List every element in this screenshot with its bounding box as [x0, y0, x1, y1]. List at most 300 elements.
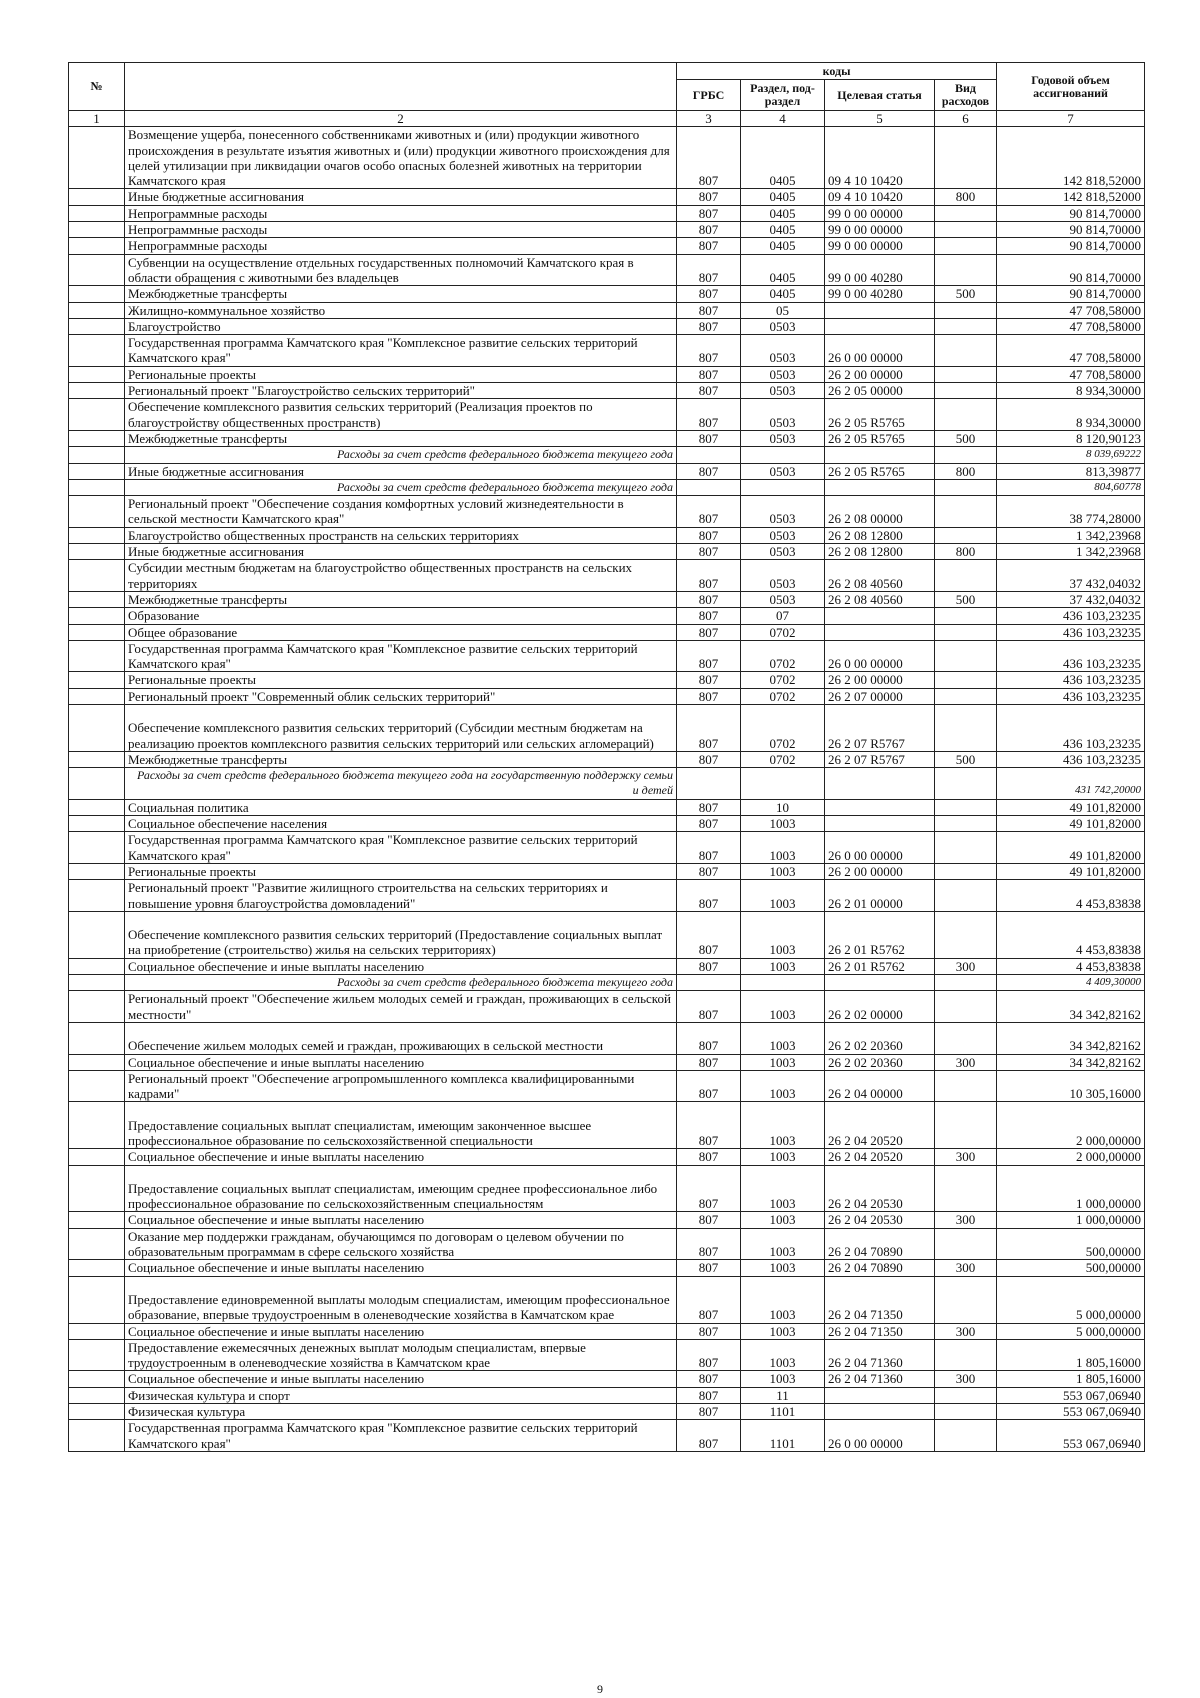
row-vid-cell [935, 608, 997, 624]
row-celevaya-cell: 99 0 00 00000 [825, 238, 935, 254]
row-celevaya-cell: 99 0 00 40280 [825, 254, 935, 286]
table-row [69, 640, 1145, 672]
row-number-cell [69, 672, 125, 688]
row-celevaya-cell: 26 2 05 00000 [825, 383, 935, 399]
table-row [69, 672, 1145, 688]
row-vid-cell: 300 [935, 958, 997, 974]
row-vid-cell [935, 366, 997, 382]
row-vid-cell [935, 399, 997, 431]
table-row-note [69, 479, 1145, 495]
row-grbs-cell [677, 768, 741, 800]
table-row [69, 238, 1145, 254]
col-header-razdel: Раздел, под-раздел [741, 80, 825, 111]
row-name-cell: Непрограммные расходы [125, 238, 677, 254]
row-name-cell: Государственная программа Камчатского края "Комплексное развитие сельских территорий Камчатского края" [125, 640, 677, 672]
row-name-cell: Расходы за счет средств федерального бюджета текущего года [125, 479, 677, 495]
row-razdel-cell: 1003 [741, 1276, 825, 1323]
row-grbs-cell: 807 [677, 1371, 741, 1387]
row-celevaya-cell: 26 2 07 00000 [825, 688, 935, 704]
table-row [69, 1165, 1145, 1212]
row-vid-cell [935, 254, 997, 286]
row-celevaya-cell: 26 2 04 70890 [825, 1228, 935, 1260]
table-row [69, 383, 1145, 399]
row-sum-cell: 436 103,23235 [997, 640, 1145, 672]
table-row-note [69, 975, 1145, 991]
row-celevaya-cell: 26 2 00 00000 [825, 366, 935, 382]
row-grbs-cell: 807 [677, 624, 741, 640]
table-row [69, 1420, 1145, 1452]
row-grbs-cell [677, 447, 741, 463]
row-razdel-cell: 0503 [741, 318, 825, 334]
row-name-cell: Региональные проекты [125, 672, 677, 688]
col-header-grbs: ГРБС [677, 80, 741, 111]
table-row [69, 254, 1145, 286]
row-grbs-cell: 807 [677, 286, 741, 302]
row-sum-cell: 8 120,90123 [997, 430, 1145, 446]
row-name-cell: Социальное обеспечение и иные выплаты населению [125, 1149, 677, 1165]
row-number-cell [69, 383, 125, 399]
row-celevaya-cell: 26 2 04 00000 [825, 1070, 935, 1102]
table-row [69, 430, 1145, 446]
row-name-cell: Предоставление социальных выплат специалистам, имеющим среднее профессиональное либо профессиональное образование по сельскохозяйственным специальностям [125, 1165, 677, 1212]
col-number: 2 [125, 111, 677, 127]
row-vid-cell: 500 [935, 751, 997, 767]
row-vid-cell [935, 911, 997, 958]
row-celevaya-cell: 26 2 08 40560 [825, 591, 935, 607]
table-row [69, 399, 1145, 431]
row-celevaya-cell: 26 2 01 R5762 [825, 958, 935, 974]
row-vid-cell [935, 640, 997, 672]
row-sum-cell: 142 818,52000 [997, 189, 1145, 205]
row-name-cell: Региональный проект "Современный облик сельских территорий" [125, 688, 677, 704]
row-name-cell: Непрограммные расходы [125, 205, 677, 221]
row-vid-cell [935, 991, 997, 1023]
table-row [69, 527, 1145, 543]
table-row [69, 302, 1145, 318]
table-row [69, 958, 1145, 974]
row-name-cell: Расходы за счет средств федерального бюджета текущего года [125, 975, 677, 991]
row-razdel-cell: 1003 [741, 1070, 825, 1102]
row-razdel-cell: 1003 [741, 1165, 825, 1212]
row-razdel-cell: 1003 [741, 863, 825, 879]
row-sum-cell: 436 103,23235 [997, 704, 1145, 751]
row-sum-cell: 37 432,04032 [997, 560, 1145, 592]
table-row [69, 1276, 1145, 1323]
row-vid-cell [935, 768, 997, 800]
row-sum-cell: 90 814,70000 [997, 222, 1145, 238]
row-sum-cell: 436 103,23235 [997, 751, 1145, 767]
row-celevaya-cell: 26 2 04 20520 [825, 1149, 935, 1165]
row-number-cell [69, 1102, 125, 1149]
table-row [69, 366, 1145, 382]
row-number-cell [69, 975, 125, 991]
row-name-cell: Социальное обеспечение и иные выплаты населению [125, 1212, 677, 1228]
row-name-cell: Иные бюджетные ассигнования [125, 463, 677, 479]
row-sum-cell: 90 814,70000 [997, 238, 1145, 254]
row-razdel-cell: 1003 [741, 832, 825, 864]
row-number-cell [69, 302, 125, 318]
row-sum-cell: 813,39877 [997, 463, 1145, 479]
row-celevaya-cell: 26 2 08 12800 [825, 527, 935, 543]
row-vid-cell [935, 624, 997, 640]
col-header-kody: коды [677, 63, 997, 80]
row-sum-cell: 47 708,58000 [997, 302, 1145, 318]
row-razdel-cell [741, 768, 825, 800]
row-razdel-cell: 1003 [741, 1228, 825, 1260]
row-celevaya-cell: 26 2 01 R5762 [825, 911, 935, 958]
row-celevaya-cell: 26 2 00 00000 [825, 672, 935, 688]
row-razdel-cell: 1101 [741, 1420, 825, 1452]
table-row [69, 318, 1145, 334]
row-name-cell: Межбюджетные трансферты [125, 286, 677, 302]
row-name-cell: Государственная программа Камчатского края "Комплексное развитие сельских территорий Камчатского края" [125, 832, 677, 864]
row-celevaya-cell: 09 4 10 10420 [825, 189, 935, 205]
row-grbs-cell: 807 [677, 640, 741, 672]
row-sum-cell: 5 000,00000 [997, 1323, 1145, 1339]
row-grbs-cell: 807 [677, 1404, 741, 1420]
row-number-cell [69, 1276, 125, 1323]
row-number-cell [69, 1165, 125, 1212]
table-row [69, 832, 1145, 864]
row-razdel-cell: 1003 [741, 958, 825, 974]
row-sum-cell: 4 453,83838 [997, 880, 1145, 912]
row-celevaya-cell: 26 2 04 20520 [825, 1102, 935, 1149]
row-grbs-cell: 807 [677, 383, 741, 399]
row-grbs-cell: 807 [677, 1420, 741, 1452]
row-sum-cell: 34 342,82162 [997, 991, 1145, 1023]
row-number-cell [69, 544, 125, 560]
row-grbs-cell: 807 [677, 1228, 741, 1260]
row-sum-cell: 49 101,82000 [997, 832, 1145, 864]
table-row [69, 222, 1145, 238]
col-number: 5 [825, 111, 935, 127]
table-row [69, 799, 1145, 815]
table-row [69, 1070, 1145, 1102]
row-name-cell: Физическая культура [125, 1404, 677, 1420]
col-header-celevaya: Целевая статья [825, 80, 935, 111]
row-number-cell [69, 399, 125, 431]
row-sum-cell: 4 453,83838 [997, 958, 1145, 974]
row-vid-cell [935, 496, 997, 528]
row-vid-cell [935, 1165, 997, 1212]
row-sum-cell: 436 103,23235 [997, 608, 1145, 624]
table-row-note [69, 768, 1145, 800]
row-celevaya-cell [825, 768, 935, 800]
row-vid-cell: 300 [935, 1054, 997, 1070]
row-number-cell [69, 608, 125, 624]
row-grbs-cell: 807 [677, 1339, 741, 1371]
row-number-cell [69, 1371, 125, 1387]
row-grbs-cell: 807 [677, 302, 741, 318]
row-sum-cell: 5 000,00000 [997, 1276, 1145, 1323]
row-sum-cell: 1 342,23968 [997, 544, 1145, 560]
row-grbs-cell: 807 [677, 880, 741, 912]
row-grbs-cell: 807 [677, 672, 741, 688]
row-sum-cell: 4 409,30000 [997, 975, 1145, 991]
row-name-cell: Региональный проект "Обеспечение агропромышленного комплекса квалифицированными кадрами" [125, 1070, 677, 1102]
row-number-cell [69, 1420, 125, 1452]
row-name-cell: Обеспечение жильем молодых семей и граждан, проживающих в сельской местности [125, 1022, 677, 1054]
row-grbs-cell: 807 [677, 254, 741, 286]
row-number-cell [69, 286, 125, 302]
row-grbs-cell: 807 [677, 527, 741, 543]
row-sum-cell: 34 342,82162 [997, 1054, 1145, 1070]
col-header-name [125, 63, 677, 111]
row-name-cell: Субвенции на осуществление отдельных государственных полномочий Камчатского края в области обращения с животными без владельцев [125, 254, 677, 286]
row-razdel-cell: 0503 [741, 430, 825, 446]
table-row [69, 1228, 1145, 1260]
row-number-cell [69, 768, 125, 800]
row-celevaya-cell [825, 975, 935, 991]
table-row [69, 286, 1145, 302]
row-sum-cell: 8 934,30000 [997, 383, 1145, 399]
row-vid-cell [935, 704, 997, 751]
row-celevaya-cell: 26 0 00 00000 [825, 335, 935, 367]
row-vid-cell [935, 335, 997, 367]
row-number-cell [69, 479, 125, 495]
row-number-cell [69, 205, 125, 221]
table-row [69, 127, 1145, 189]
row-vid-cell [935, 222, 997, 238]
row-vid-cell [935, 832, 997, 864]
row-sum-cell: 49 101,82000 [997, 863, 1145, 879]
row-grbs-cell: 807 [677, 688, 741, 704]
row-name-cell: Социальная политика [125, 799, 677, 815]
row-number-cell [69, 799, 125, 815]
table-row [69, 1371, 1145, 1387]
table-row [69, 544, 1145, 560]
row-grbs-cell: 807 [677, 463, 741, 479]
row-vid-cell [935, 1404, 997, 1420]
row-number-cell [69, 447, 125, 463]
row-number-cell [69, 591, 125, 607]
row-sum-cell: 34 342,82162 [997, 1022, 1145, 1054]
row-name-cell: Обеспечение комплексного развития сельских территорий (Предоставление социальных выплат на приобретение (строительство) жилья на сельских территориях) [125, 911, 677, 958]
row-vid-cell [935, 672, 997, 688]
row-vid-cell [935, 383, 997, 399]
row-vid-cell [935, 1339, 997, 1371]
row-celevaya-cell: 26 2 04 71350 [825, 1323, 935, 1339]
row-number-cell [69, 863, 125, 879]
row-number-cell [69, 1323, 125, 1339]
row-name-cell: Образование [125, 608, 677, 624]
row-sum-cell: 1 000,00000 [997, 1165, 1145, 1212]
row-grbs-cell: 807 [677, 1022, 741, 1054]
row-vid-cell [935, 1022, 997, 1054]
row-celevaya-cell: 09 4 10 10420 [825, 127, 935, 189]
row-celevaya-cell: 26 2 04 20530 [825, 1212, 935, 1228]
table-row [69, 205, 1145, 221]
row-celevaya-cell: 26 2 05 R5765 [825, 430, 935, 446]
row-celevaya-cell: 26 0 00 00000 [825, 832, 935, 864]
row-vid-cell: 300 [935, 1149, 997, 1165]
row-celevaya-cell: 26 2 04 70890 [825, 1260, 935, 1276]
row-razdel-cell: 1003 [741, 1212, 825, 1228]
row-vid-cell [935, 816, 997, 832]
row-celevaya-cell: 26 2 04 71360 [825, 1339, 935, 1371]
row-vid-cell [935, 880, 997, 912]
row-razdel-cell: 1003 [741, 1022, 825, 1054]
row-number-cell [69, 127, 125, 189]
row-sum-cell: 500,00000 [997, 1260, 1145, 1276]
row-sum-cell: 49 101,82000 [997, 799, 1145, 815]
row-razdel-cell: 1003 [741, 1054, 825, 1070]
row-grbs-cell: 807 [677, 816, 741, 832]
row-grbs-cell: 807 [677, 1212, 741, 1228]
row-number-cell [69, 560, 125, 592]
row-razdel-cell: 0503 [741, 560, 825, 592]
row-vid-cell: 300 [935, 1323, 997, 1339]
row-celevaya-cell [825, 302, 935, 318]
row-sum-cell: 1 805,16000 [997, 1339, 1145, 1371]
row-razdel-cell: 1003 [741, 991, 825, 1023]
row-grbs-cell: 807 [677, 799, 741, 815]
row-vid-cell [935, 1420, 997, 1452]
row-number-cell [69, 991, 125, 1023]
row-vid-cell [935, 863, 997, 879]
col-header-godovoy: Годовой объем ассигнований [997, 63, 1145, 111]
row-celevaya-cell: 26 2 07 R5767 [825, 704, 935, 751]
row-sum-cell: 38 774,28000 [997, 496, 1145, 528]
table-row [69, 1022, 1145, 1054]
row-celevaya-cell: 26 2 04 71360 [825, 1371, 935, 1387]
row-name-cell: Социальное обеспечение и иные выплаты населению [125, 958, 677, 974]
row-celevaya-cell: 26 2 00 00000 [825, 863, 935, 879]
table-row [69, 1102, 1145, 1149]
row-name-cell: Региональные проекты [125, 366, 677, 382]
row-number-cell [69, 335, 125, 367]
table-row [69, 560, 1145, 592]
row-name-cell: Субсидии местным бюджетам на благоустройство общественных пространств на сельских территориях [125, 560, 677, 592]
row-name-cell: Непрограммные расходы [125, 222, 677, 238]
table-row [69, 704, 1145, 751]
row-grbs-cell: 807 [677, 1102, 741, 1149]
row-sum-cell: 500,00000 [997, 1228, 1145, 1260]
row-razdel-cell: 0503 [741, 335, 825, 367]
table-row [69, 463, 1145, 479]
row-name-cell: Оказание мер поддержки гражданам, обучающимся по договорам о целевом обучении по образовательным программам в сфере сельского хозяйства [125, 1228, 677, 1260]
row-grbs-cell: 807 [677, 911, 741, 958]
row-vid-cell: 500 [935, 591, 997, 607]
row-sum-cell: 553 067,06940 [997, 1404, 1145, 1420]
row-vid-cell [935, 1070, 997, 1102]
row-number-cell [69, 430, 125, 446]
table-row [69, 591, 1145, 607]
row-vid-cell [935, 479, 997, 495]
table-row [69, 1323, 1145, 1339]
table-row [69, 1260, 1145, 1276]
row-grbs-cell: 807 [677, 1276, 741, 1323]
row-number-cell [69, 463, 125, 479]
row-razdel-cell: 11 [741, 1387, 825, 1403]
row-vid-cell [935, 302, 997, 318]
row-vid-cell [935, 238, 997, 254]
col-number: 4 [741, 111, 825, 127]
row-grbs-cell [677, 975, 741, 991]
row-name-cell: Расходы за счет средств федерального бюджета текущего года на государственную поддержку семьи и детей [125, 768, 677, 800]
row-celevaya-cell [825, 479, 935, 495]
table-row [69, 335, 1145, 367]
row-celevaya-cell: 26 2 08 00000 [825, 496, 935, 528]
table-row [69, 496, 1145, 528]
page-number: 9 [597, 1682, 603, 1696]
row-celevaya-cell: 99 0 00 40280 [825, 286, 935, 302]
row-vid-cell [935, 205, 997, 221]
row-razdel-cell: 0503 [741, 527, 825, 543]
row-number-cell [69, 1022, 125, 1054]
row-number-cell [69, 704, 125, 751]
row-vid-cell [935, 688, 997, 704]
col-header-num: № [69, 63, 125, 111]
row-grbs-cell: 807 [677, 127, 741, 189]
col-number: 1 [69, 111, 125, 127]
row-celevaya-cell: 26 2 08 12800 [825, 544, 935, 560]
row-sum-cell: 2 000,00000 [997, 1149, 1145, 1165]
row-celevaya-cell [825, 447, 935, 463]
row-number-cell [69, 1149, 125, 1165]
row-name-cell: Расходы за счет средств федерального бюджета текущего года [125, 447, 677, 463]
row-celevaya-cell: 26 2 07 R5767 [825, 751, 935, 767]
row-razdel-cell: 0405 [741, 127, 825, 189]
row-name-cell: Государственная программа Камчатского края "Комплексное развитие сельских территорий Камчатского края" [125, 1420, 677, 1452]
row-grbs-cell: 807 [677, 560, 741, 592]
row-name-cell: Социальное обеспечение и иные выплаты населению [125, 1323, 677, 1339]
row-name-cell: Возмещение ущерба, понесенного собственниками животных и (или) продукции животного происхождения в результате изъятия животных и (или) продукции животного происхождения для целей утилизации при ликвидации очагов особо опасных болезней животных на территории Камчатского края [125, 127, 677, 189]
row-grbs-cell: 807 [677, 591, 741, 607]
row-number-cell [69, 640, 125, 672]
table-row [69, 1054, 1145, 1070]
row-celevaya-cell: 26 2 01 00000 [825, 880, 935, 912]
table-row [69, 911, 1145, 958]
row-sum-cell: 90 814,70000 [997, 286, 1145, 302]
row-razdel-cell: 07 [741, 608, 825, 624]
row-sum-cell: 8 039,69222 [997, 447, 1145, 463]
row-sum-cell: 553 067,06940 [997, 1420, 1145, 1452]
row-sum-cell: 47 708,58000 [997, 366, 1145, 382]
row-grbs-cell: 807 [677, 238, 741, 254]
row-number-cell [69, 1404, 125, 1420]
row-razdel-cell: 0503 [741, 544, 825, 560]
row-celevaya-cell [825, 1404, 935, 1420]
row-number-cell [69, 318, 125, 334]
row-vid-cell: 300 [935, 1260, 997, 1276]
row-sum-cell: 37 432,04032 [997, 591, 1145, 607]
row-name-cell: Межбюджетные трансферты [125, 751, 677, 767]
row-celevaya-cell: 26 2 04 20530 [825, 1165, 935, 1212]
row-number-cell [69, 496, 125, 528]
table-row [69, 1339, 1145, 1371]
table-row [69, 1387, 1145, 1403]
row-sum-cell: 8 934,30000 [997, 399, 1145, 431]
row-sum-cell: 49 101,82000 [997, 816, 1145, 832]
row-razdel-cell: 0405 [741, 222, 825, 238]
row-name-cell: Физическая культура и спорт [125, 1387, 677, 1403]
row-vid-cell [935, 527, 997, 543]
row-celevaya-cell [825, 624, 935, 640]
row-name-cell: Общее образование [125, 624, 677, 640]
row-razdel-cell: 0405 [741, 189, 825, 205]
row-vid-cell [935, 1276, 997, 1323]
row-number-cell [69, 688, 125, 704]
table-row [69, 1404, 1145, 1420]
row-number-cell [69, 816, 125, 832]
row-razdel-cell: 0702 [741, 751, 825, 767]
table-row [69, 880, 1145, 912]
table-body [69, 127, 1145, 1452]
row-celevaya-cell: 26 2 05 R5765 [825, 399, 935, 431]
row-number-cell [69, 254, 125, 286]
row-grbs-cell: 807 [677, 863, 741, 879]
